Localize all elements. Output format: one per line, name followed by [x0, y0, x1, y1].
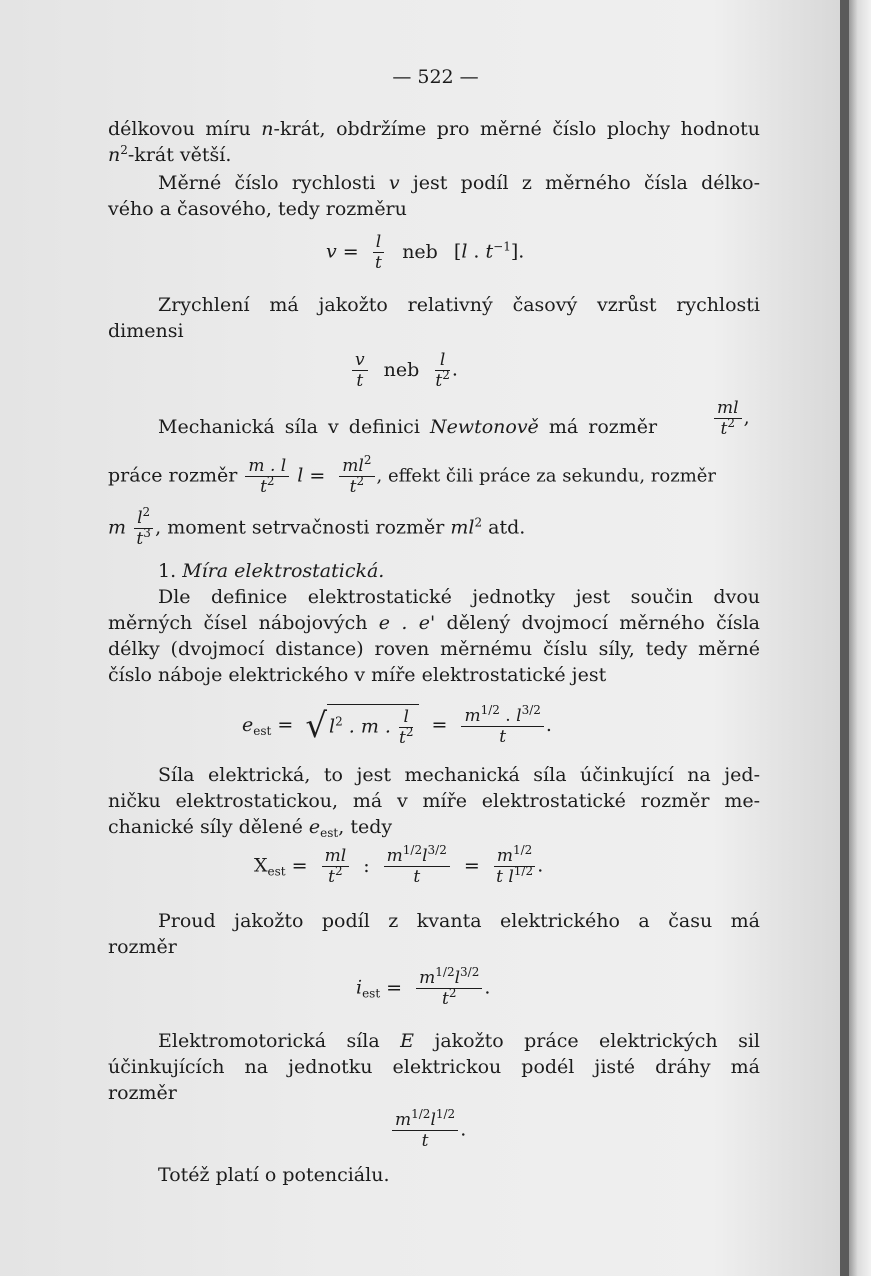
equation-velocity: v = $\frac{l}{t}$ neb [l . $t^{-1}$]. [326, 232, 525, 273]
p7-line-4: číslo náboje elektrického v míře elektrostatické jest [108, 664, 607, 686]
p1-line-1: délkovou míru n-krát, obdržíme pro měrné číslo plochy hodnotu [108, 118, 761, 140]
fraction: $\frac{m^{1/2}}{t l^{1/2}}$ [494, 846, 535, 887]
fraction: $\frac{m . l}{t^2}$ [245, 456, 289, 497]
p9-line-2: rozměr [108, 936, 177, 958]
p10-line-1: Elektromotorická síla E jakožto práce elektrických sil [158, 1030, 761, 1052]
radical-sign-icon: √ [305, 706, 327, 746]
p3-line-2: dimensi [108, 320, 184, 342]
equation-acceleration: $\frac{v}{t}$ neb $\frac{l}{t^2}$ . [350, 350, 458, 391]
p8-line-3: chanické síly dělené $e_{est}$, tedy [108, 816, 393, 840]
section-heading: 1. Míra elektrostatická. [158, 560, 385, 582]
p4-fraction: $\frac{ml}{t^2}$ , [712, 398, 750, 439]
equation-current: $i_{est}$ = $\frac{m^{1/2}l^{3/2}}{t^2}$ . [356, 965, 491, 1009]
fraction: $\frac{ml^2}{t^2}$ [339, 456, 374, 497]
page-edge [849, 0, 871, 1276]
fraction: $\frac{l^2}{t^3}$ [134, 508, 153, 549]
radicand: $l^2$ . m . $\frac{l}{t^2}$ [327, 704, 419, 748]
fraction: $\frac{m^{1/2}l^{3/2}}{t}$ [384, 846, 450, 887]
page-number: — 522 — [392, 66, 479, 88]
equation-force: $X_{est}$ = $\frac{ml}{t^2}$ : $\frac{m^{1/2}l^{3/2}}{t}$ = $\frac{m^{1/2}}{t l^{1/2}}$ . [254, 843, 544, 887]
p11-line-1: Totéž platí o potenciálu. [158, 1164, 390, 1186]
p8-line-2: ničku elektrostatickou, má v míře elektrostatické rozměr me- [108, 790, 760, 812]
equation-emf: $\frac{m^{1/2}l^{1/2}}{t}$ . [390, 1110, 466, 1151]
p7-line-1: Dle definice elektrostatické jednotky jest součin dvou [158, 586, 760, 608]
p3-line-1: Zrychlení má jakožto relativný časový vzrůst rychlosti [158, 294, 760, 316]
p5-line: práce rozměr $\frac{m . l}{t^2}$ l = $\frac{ml^2}{t^2}$ , effekt čili práce za sekundu, rozměr [108, 453, 717, 497]
p2-line-2: vého a časového, tedy rozměru [108, 198, 407, 220]
p4-line: Mechanická síla v definici Newtonově má rozměr [158, 416, 658, 438]
book-spine-shadow [840, 0, 849, 1276]
p6-line: m $\frac{l^2}{t^3}$ , moment setrvačnosti rozměr $ml^2$ atd. [108, 505, 526, 549]
fraction: $\frac{m^{1/2} . l^{3/2}}{t}$ [461, 706, 543, 747]
fraction: $\frac{ml}{t^2}$ [322, 846, 350, 887]
fraction: $\frac{l}{t^2}$ [398, 707, 414, 748]
fraction: $\frac{l}{t^2}$ [435, 350, 450, 391]
p10-line-3: rozměr [108, 1082, 177, 1104]
p9-line-1: Proud jakožto podíl z kvanta elektrického a času má [158, 910, 760, 932]
equation-charge: $e_{est}$ = √ $l^2$ . m . $\frac{l}{t^2}$ = $\frac{m^{1/2} . l^{3/2}}{t}$ . [242, 702, 552, 748]
fraction: $\frac{l}{t}$ [373, 232, 384, 273]
fraction: $\frac{v}{t}$ [352, 350, 368, 391]
fraction: $\frac{ml}{t^2}$ [714, 398, 742, 439]
fraction: $\frac{m^{1/2}l^{3/2}}{t^2}$ [416, 968, 482, 1009]
p10-line-2: účinkujících na jednotku elektrickou podél jisté dráhy má [108, 1056, 760, 1078]
p1-line-2: $n^2$-krát větší. [108, 143, 232, 166]
p2-line-1: Měrné číslo rychlosti v jest podíl z měrného čísla délko- [158, 172, 760, 194]
p7-line-3: délky (dvojmocí distance) roven měrnému číslu síly, tedy měrné [108, 638, 760, 660]
p8-line-1: Síla elektrická, to jest mechanická síla účinkující na jed- [158, 764, 760, 786]
p7-line-2: měrných čísel nábojových e . e' dělený dvojmocí měrného čísla [108, 612, 760, 634]
fraction: $\frac{m^{1/2}l^{1/2}}{t}$ [392, 1110, 458, 1151]
